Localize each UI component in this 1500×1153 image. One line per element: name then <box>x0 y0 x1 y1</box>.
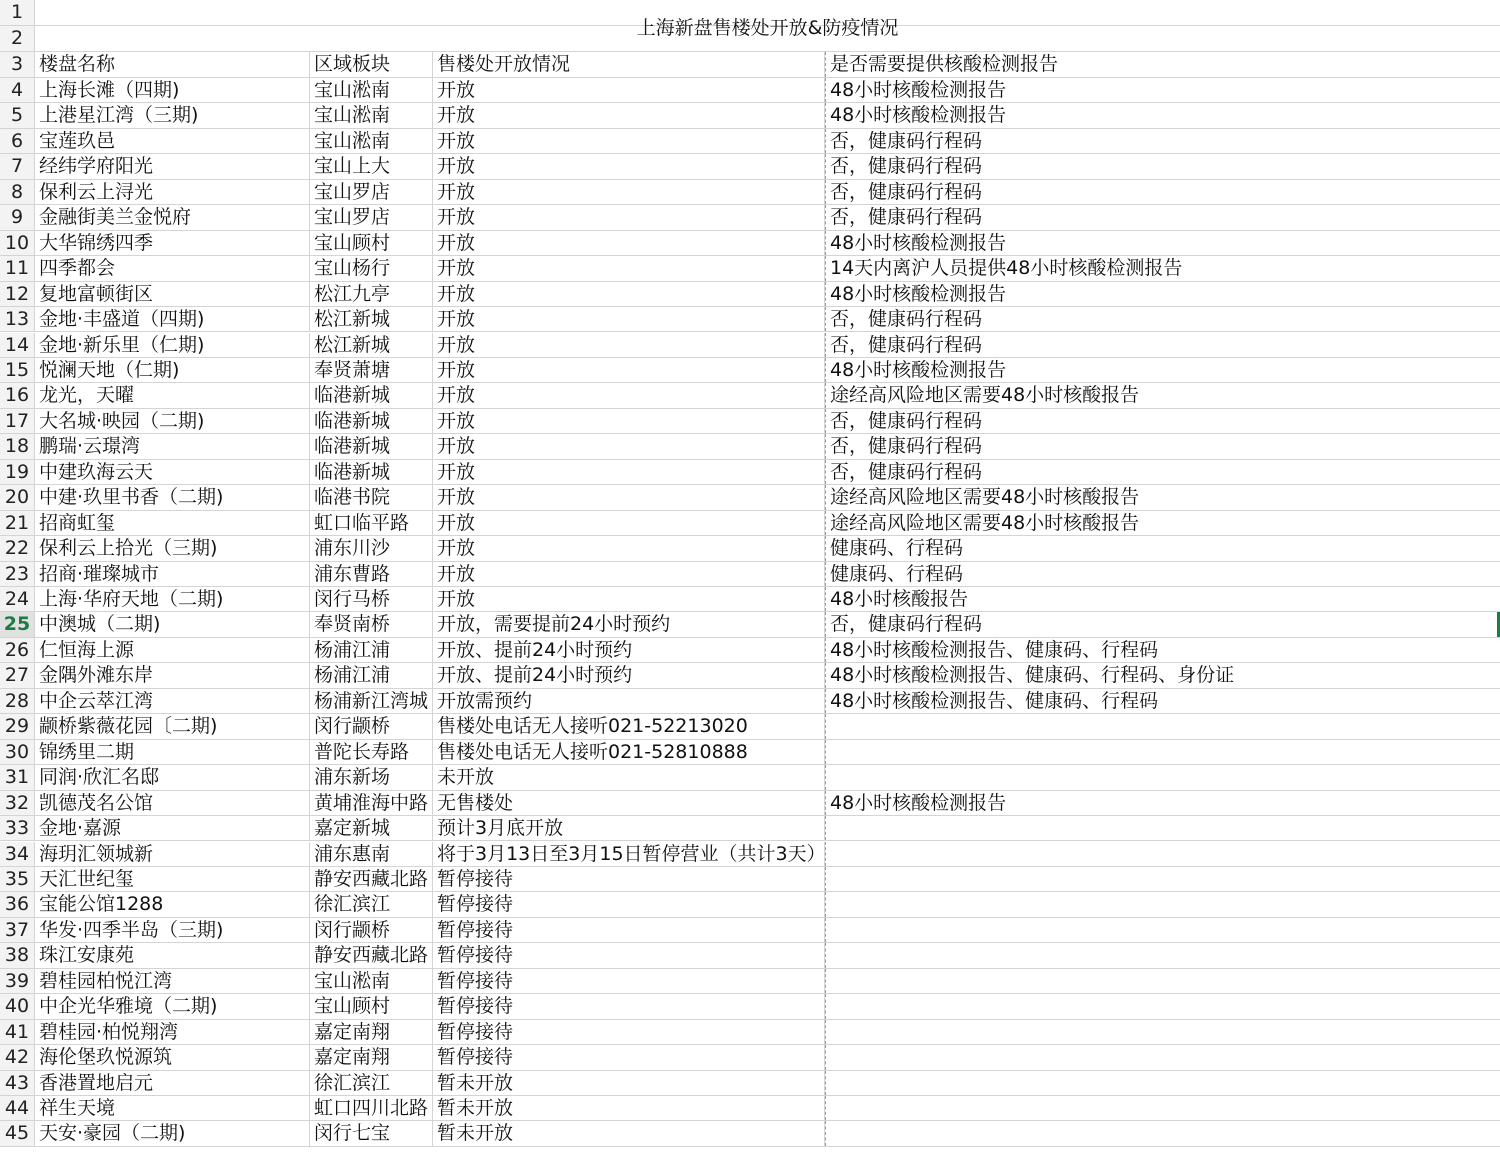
cell-area[interactable]: 嘉定南翔 <box>310 1045 433 1069</box>
table-row <box>0 536 1500 561</box>
cell-project-name[interactable]: 复地富顿街区 <box>35 282 310 306</box>
cell-area[interactable]: 宝山罗店 <box>310 205 433 229</box>
cell-status[interactable]: 开放 <box>433 434 825 458</box>
cell-status[interactable]: 暂停接待 <box>433 892 825 916</box>
cell-project-name[interactable]: 中企云萃江湾 <box>35 689 310 713</box>
row-number[interactable]: 12 <box>0 282 35 306</box>
cell-requirement[interactable] <box>825 994 1500 1018</box>
table-row <box>0 714 1500 739</box>
cell-area[interactable]: 临港新城 <box>310 460 433 484</box>
row-number[interactable]: 22 <box>0 536 35 560</box>
cell-requirement[interactable]: 否，健康码行程码 <box>825 409 1500 433</box>
cell-project-name[interactable]: 悦澜天地（仁期) <box>35 358 310 382</box>
table-row <box>0 842 1500 867</box>
cell-status[interactable]: 开放、提前24小时预约 <box>433 663 825 687</box>
cell-requirement[interactable]: 否，健康码行程码 <box>825 333 1500 357</box>
cell-area[interactable]: 奉贤南桥 <box>310 612 433 636</box>
cell-status[interactable]: 开放 <box>433 282 825 306</box>
cell-area[interactable]: 普陀长寿路 <box>310 740 433 764</box>
cell-requirement[interactable]: 14天内离沪人员提供48小时核酸检测报告 <box>825 256 1500 280</box>
cell-status[interactable]: 开放 <box>433 587 825 611</box>
table-row <box>0 333 1500 358</box>
cell-requirement[interactable] <box>825 1096 1500 1120</box>
cell-status[interactable]: 暂停接待 <box>433 969 825 993</box>
table-row <box>0 892 1500 917</box>
cell-requirement[interactable]: 途经高风险地区需要48小时核酸报告 <box>825 485 1500 509</box>
cell-area[interactable]: 徐汇滨江 <box>310 1071 433 1095</box>
cell-requirement[interactable]: 48小时核酸检测报告 <box>825 282 1500 306</box>
table-row <box>0 791 1500 816</box>
table-row <box>0 383 1500 408</box>
row-number[interactable]: 20 <box>0 485 35 509</box>
cell-status[interactable]: 暂未开放 <box>433 1071 825 1095</box>
row-number[interactable]: 16 <box>0 383 35 407</box>
cell-requirement[interactable]: 途经高风险地区需要48小时核酸报告 <box>825 383 1500 407</box>
row-number[interactable]: 36 <box>0 892 35 916</box>
cell-project-name[interactable]: 颛桥紫薇花园〔二期) <box>35 714 310 738</box>
table-row <box>0 816 1500 841</box>
row-number[interactable]: 43 <box>0 1071 35 1095</box>
cell-requirement[interactable] <box>825 714 1500 738</box>
table-row <box>0 103 1500 128</box>
cell-area[interactable]: 临港书院 <box>310 485 433 509</box>
cell-project-name[interactable]: 中澳城（二期) <box>35 612 310 636</box>
table-row <box>0 205 1500 230</box>
cell-status[interactable]: 开放 <box>433 78 825 102</box>
header-cell-requirement[interactable]: 是否需要提供核酸检测报告 <box>825 52 1500 77</box>
cell-requirement[interactable]: 48小时核酸报告 <box>825 587 1500 611</box>
cell-status[interactable]: 开放 <box>433 103 825 127</box>
cell-project-name[interactable]: 仁恒海上源 <box>35 638 310 662</box>
row-number[interactable]: 37 <box>0 918 35 942</box>
cell-requirement[interactable] <box>825 943 1500 967</box>
cell-area[interactable]: 宝山杨行 <box>310 256 433 280</box>
cell-status[interactable]: 开放 <box>433 409 825 433</box>
cell-requirement[interactable] <box>825 892 1500 916</box>
cell-area[interactable]: 静安西藏北路 <box>310 867 433 891</box>
table-row <box>0 663 1500 688</box>
cell-status[interactable]: 开放 <box>433 205 825 229</box>
cell-status[interactable]: 暂停接待 <box>433 918 825 942</box>
row-number[interactable]: 32 <box>0 791 35 815</box>
cell-status[interactable]: 开放 <box>433 256 825 280</box>
row-number[interactable]: 3 <box>0 52 35 77</box>
row-number[interactable]: 33 <box>0 816 35 840</box>
row-number[interactable]: 42 <box>0 1045 35 1069</box>
cell-status[interactable]: 暂停接待 <box>433 994 825 1018</box>
table-row <box>0 1020 1500 1045</box>
cell-status[interactable]: 开放 <box>433 180 825 204</box>
cell-project-name[interactable]: 华发·四季半岛（三期) <box>35 918 310 942</box>
cell-area[interactable]: 虹口临平路 <box>310 511 433 535</box>
cell-status[interactable]: 开放 <box>433 358 825 382</box>
row-number[interactable]: 45 <box>0 1121 35 1145</box>
table-row <box>0 562 1500 587</box>
cell-project-name[interactable]: 四季都会 <box>35 256 310 280</box>
cell-area[interactable]: 浦东川沙 <box>310 536 433 560</box>
cell-status[interactable]: 预计3月底开放 <box>433 816 825 840</box>
table-row <box>0 1121 1500 1146</box>
table-row <box>0 129 1500 154</box>
cell-area[interactable]: 黄埔淮海中路 <box>310 791 433 815</box>
cell-requirement[interactable] <box>825 867 1500 891</box>
row-number[interactable]: 1 <box>0 0 35 25</box>
cell-status[interactable]: 开放 <box>433 511 825 535</box>
row-number[interactable]: 31 <box>0 765 35 789</box>
cell-status[interactable]: 售楼处电话无人接听021-52213020 <box>433 714 825 738</box>
cell-area[interactable]: 杨浦新江湾城 <box>310 689 433 713</box>
row-number[interactable]: 38 <box>0 943 35 967</box>
row-number[interactable]: 15 <box>0 358 35 382</box>
cell-status[interactable]: 未开放 <box>433 765 825 789</box>
cell-project-name[interactable]: 保利云上浔光 <box>35 180 310 204</box>
table-row <box>0 867 1500 892</box>
cell-project-name[interactable]: 上港星江湾（三期) <box>35 103 310 127</box>
cell-requirement[interactable]: 48小时核酸检测报告 <box>825 78 1500 102</box>
cell-requirement[interactable]: 否，健康码行程码 <box>825 307 1500 331</box>
row-number[interactable]: 4 <box>0 78 35 102</box>
row-number[interactable]: 14 <box>0 333 35 357</box>
cell-project-name[interactable]: 上海·华府天地（二期) <box>35 587 310 611</box>
cell-area[interactable]: 闵行颛桥 <box>310 918 433 942</box>
table-row <box>0 587 1500 612</box>
row-number[interactable]: 24 <box>0 587 35 611</box>
cell-area[interactable]: 松江新城 <box>310 307 433 331</box>
cell-project-name[interactable]: 香港置地启元 <box>35 1071 310 1095</box>
table-row <box>0 638 1500 663</box>
cell-area[interactable]: 宝山顾村 <box>310 231 433 255</box>
cell-status[interactable]: 开放 <box>433 333 825 357</box>
cell-status[interactable]: 暂停接待 <box>433 943 825 967</box>
table-row <box>0 282 1500 307</box>
row-number[interactable]: 28 <box>0 689 35 713</box>
row-number[interactable]: 11 <box>0 256 35 280</box>
cell-status[interactable]: 开放需预约 <box>433 689 825 713</box>
cell-requirement[interactable]: 否，健康码行程码 <box>825 612 1500 636</box>
cell-requirement[interactable]: 48小时核酸检测报告、健康码、行程码 <box>825 689 1500 713</box>
cell-status[interactable]: 无售楼处 <box>433 791 825 815</box>
row-number[interactable]: 5 <box>0 103 35 127</box>
cell-status[interactable]: 开放 <box>433 562 825 586</box>
cell-project-name[interactable]: 中建·玖里书香（二期) <box>35 485 310 509</box>
row-number[interactable]: 40 <box>0 994 35 1018</box>
cell-project-name[interactable]: 大名城·映园（二期) <box>35 409 310 433</box>
cell-status[interactable]: 开放 <box>433 154 825 178</box>
cell-project-name[interactable]: 碧桂园·柏悦翔湾 <box>35 1020 310 1044</box>
cell-area[interactable]: 松江新城 <box>310 333 433 357</box>
cell-status[interactable]: 开放 <box>433 129 825 153</box>
cell-project-name[interactable]: 天安·豪园（二期) <box>35 1121 310 1145</box>
table-row <box>0 485 1500 510</box>
cell-project-name[interactable]: 金地·新乐里（仁期) <box>35 333 310 357</box>
cell-requirement[interactable] <box>825 1071 1500 1095</box>
cell-requirement[interactable]: 健康码、行程码 <box>825 562 1500 586</box>
cell-requirement[interactable] <box>825 969 1500 993</box>
cell-area[interactable]: 奉贤萧塘 <box>310 358 433 382</box>
cell-requirement[interactable] <box>825 765 1500 789</box>
cell-area[interactable]: 临港新城 <box>310 409 433 433</box>
cell-project-name[interactable]: 经纬学府阳光 <box>35 154 310 178</box>
cell-area[interactable]: 闵行颛桥 <box>310 714 433 738</box>
cell-project-name[interactable]: 龙光，天曜 <box>35 383 310 407</box>
table-row <box>0 969 1500 994</box>
cell-project-name[interactable]: 中建玖海云天 <box>35 460 310 484</box>
cell-requirement[interactable]: 48小时核酸检测报告 <box>825 791 1500 815</box>
table-row <box>0 307 1500 332</box>
cell-status[interactable]: 开放 <box>433 383 825 407</box>
row-number[interactable]: 8 <box>0 180 35 204</box>
cell-area[interactable]: 闵行七宝 <box>310 1121 433 1145</box>
header-row <box>0 52 1500 78</box>
cell-area[interactable]: 宝山淞南 <box>310 103 433 127</box>
table-row <box>0 78 1500 103</box>
cell-requirement[interactable]: 48小时核酸检测报告 <box>825 231 1500 255</box>
cell-project-name[interactable]: 海伦堡玖悦源筑 <box>35 1045 310 1069</box>
cell-status[interactable]: 开放 <box>433 307 825 331</box>
cell-requirement[interactable]: 否，健康码行程码 <box>825 460 1500 484</box>
cell-status[interactable]: 开放 <box>433 231 825 255</box>
cell-project-name[interactable]: 招商·璀璨城市 <box>35 562 310 586</box>
table-row <box>0 231 1500 256</box>
cell-requirement[interactable]: 健康码、行程码 <box>825 536 1500 560</box>
cell-project-name[interactable]: 金地·嘉源 <box>35 816 310 840</box>
cell-area[interactable]: 松江九亭 <box>310 282 433 306</box>
cell-project-name[interactable]: 保利云上拾光（三期) <box>35 536 310 560</box>
row-number[interactable]: 10 <box>0 231 35 255</box>
cell-project-name[interactable]: 宝莲玖邑 <box>35 129 310 153</box>
table-row <box>0 154 1500 179</box>
cell-area[interactable]: 闵行马桥 <box>310 587 433 611</box>
cell-project-name[interactable]: 海玥汇领城新 <box>35 842 310 866</box>
cell-project-name[interactable]: 天汇世纪玺 <box>35 867 310 891</box>
table-row <box>0 943 1500 968</box>
cell-project-name[interactable]: 招商虹玺 <box>35 511 310 535</box>
row-number[interactable]: 39 <box>0 969 35 993</box>
cell-area[interactable]: 浦东新场 <box>310 765 433 789</box>
cell-area[interactable]: 宝山顾村 <box>310 994 433 1018</box>
cell-project-name[interactable]: 同润·欣汇名邸 <box>35 765 310 789</box>
cell-requirement[interactable] <box>825 842 1500 866</box>
cell-project-name[interactable]: 金地·丰盛道（四期) <box>35 307 310 331</box>
cell-project-name[interactable]: 金隅外滩东岸 <box>35 663 310 687</box>
cell-area[interactable]: 浦东惠南 <box>310 842 433 866</box>
cell-requirement[interactable]: 否，健康码行程码 <box>825 129 1500 153</box>
sheet-title-cell[interactable]: 上海新盘售楼处开放&防疫情况 <box>636 17 899 39</box>
cell-requirement[interactable]: 48小时核酸检测报告 <box>825 358 1500 382</box>
table-row <box>0 409 1500 434</box>
cell-requirement[interactable]: 48小时核酸检测报告 <box>825 103 1500 127</box>
table-row <box>0 1096 1500 1121</box>
table-row <box>0 1045 1500 1070</box>
header-cell-area[interactable]: 区域板块 <box>310 52 433 77</box>
header-cell-name[interactable]: 楼盘名称 <box>35 52 310 77</box>
row-number[interactable]: 27 <box>0 663 35 687</box>
row-number[interactable]: 34 <box>0 842 35 866</box>
cell-requirement[interactable] <box>825 816 1500 840</box>
table-row <box>0 994 1500 1019</box>
cell-project-name[interactable]: 祥生天境 <box>35 1096 310 1120</box>
table-row <box>0 689 1500 714</box>
cell-requirement[interactable] <box>825 1121 1500 1145</box>
cell-requirement[interactable]: 否，健康码行程码 <box>825 434 1500 458</box>
row-number[interactable]: 18 <box>0 434 35 458</box>
cell-area[interactable]: 静安西藏北路 <box>310 943 433 967</box>
row-number[interactable]: 13 <box>0 307 35 331</box>
cell-status[interactable]: 暂停接待 <box>433 1045 825 1069</box>
cell-project-name[interactable]: 珠江安康苑 <box>35 943 310 967</box>
cell-requirement[interactable]: 否，健康码行程码 <box>825 180 1500 204</box>
row-number[interactable]: 25 <box>0 612 35 636</box>
row-number[interactable]: 26 <box>0 638 35 662</box>
table-row <box>0 765 1500 790</box>
cell-status[interactable]: 开放 <box>433 536 825 560</box>
cell-area[interactable]: 宝山罗店 <box>310 180 433 204</box>
table-row <box>0 740 1500 765</box>
cell-status[interactable]: 开放 <box>433 460 825 484</box>
cell-status[interactable]: 开放 <box>433 485 825 509</box>
cell-area[interactable]: 宝山淞南 <box>310 969 433 993</box>
table-row <box>0 460 1500 485</box>
cell-requirement[interactable]: 48小时核酸检测报告、健康码、行程码、身份证 <box>825 663 1500 687</box>
cell-status[interactable]: 暂停接待 <box>433 867 825 891</box>
row-number[interactable]: 2 <box>0 26 35 51</box>
cell-requirement[interactable]: 48小时核酸检测报告、健康码、行程码 <box>825 638 1500 662</box>
cell-status[interactable]: 将于3月13日至3月15日暂停营业（共计3天） <box>433 842 825 866</box>
table-row <box>0 1071 1500 1096</box>
cell-status[interactable]: 开放，需要提前24小时预约 <box>433 612 825 636</box>
row-number[interactable]: 44 <box>0 1096 35 1120</box>
cell-area[interactable]: 嘉定南翔 <box>310 1020 433 1044</box>
cell-requirement[interactable] <box>825 918 1500 942</box>
cell-area[interactable]: 徐汇滨江 <box>310 892 433 916</box>
cell-project-name[interactable]: 碧桂园柏悦江湾 <box>35 969 310 993</box>
cell-requirement[interactable]: 否，健康码行程码 <box>825 205 1500 229</box>
row-number[interactable]: 9 <box>0 205 35 229</box>
cell-requirement[interactable]: 途经高风险地区需要48小时核酸报告 <box>825 511 1500 535</box>
row-number[interactable]: 17 <box>0 409 35 433</box>
cell-project-name[interactable]: 锦绣里二期 <box>35 740 310 764</box>
row-number[interactable]: 30 <box>0 740 35 764</box>
cell-project-name[interactable]: 大华锦绣四季 <box>35 231 310 255</box>
table-row <box>0 511 1500 536</box>
cell-area[interactable]: 临港新城 <box>310 434 433 458</box>
cell-requirement[interactable] <box>825 740 1500 764</box>
cell-area[interactable]: 浦东曹路 <box>310 562 433 586</box>
table-row <box>0 612 1500 637</box>
row-number[interactable]: 41 <box>0 1020 35 1044</box>
cell-area[interactable]: 虹口四川北路 <box>310 1096 433 1120</box>
table-row <box>0 180 1500 205</box>
table-row <box>0 256 1500 281</box>
cell-status[interactable]: 暂停接待 <box>433 1020 825 1044</box>
table-row <box>0 918 1500 943</box>
header-cell-status[interactable]: 售楼处开放情况 <box>433 52 825 77</box>
row-number[interactable]: 35 <box>0 867 35 891</box>
cell-area[interactable]: 杨浦江浦 <box>310 663 433 687</box>
cell-status[interactable]: 暂未开放 <box>433 1096 825 1120</box>
cell-area[interactable]: 杨浦江浦 <box>310 638 433 662</box>
row-number[interactable]: 21 <box>0 511 35 535</box>
cell-status[interactable]: 暂未开放 <box>433 1121 825 1145</box>
row-number[interactable]: 19 <box>0 460 35 484</box>
cell-area[interactable]: 临港新城 <box>310 383 433 407</box>
row-number[interactable]: 6 <box>0 129 35 153</box>
cell-project-name[interactable]: 鹏瑞·云璟湾 <box>35 434 310 458</box>
cell-area[interactable]: 宝山淞南 <box>310 78 433 102</box>
row-number[interactable]: 23 <box>0 562 35 586</box>
cell-area[interactable]: 宝山上大 <box>310 154 433 178</box>
cell-project-name[interactable]: 凯德茂名公馆 <box>35 791 310 815</box>
cell-area[interactable]: 宝山淞南 <box>310 129 433 153</box>
cell-project-name[interactable]: 上海长滩（四期) <box>35 78 310 102</box>
table-row <box>0 434 1500 459</box>
row-number[interactable]: 7 <box>0 154 35 178</box>
cell-area[interactable]: 嘉定新城 <box>310 816 433 840</box>
cell-project-name[interactable]: 中企光华雅境（二期) <box>35 994 310 1018</box>
cell-status[interactable]: 开放、提前24小时预约 <box>433 638 825 662</box>
cell-status[interactable]: 售楼处电话无人接听021-52810888 <box>433 740 825 764</box>
cell-project-name[interactable]: 金融街美兰金悦府 <box>35 205 310 229</box>
cell-requirement[interactable]: 否，健康码行程码 <box>825 154 1500 178</box>
row-number[interactable]: 29 <box>0 714 35 738</box>
cell-requirement[interactable] <box>825 1020 1500 1044</box>
cell-requirement[interactable] <box>825 1045 1500 1069</box>
table-row <box>0 358 1500 383</box>
cell-project-name[interactable]: 宝能公馆1288 <box>35 892 310 916</box>
